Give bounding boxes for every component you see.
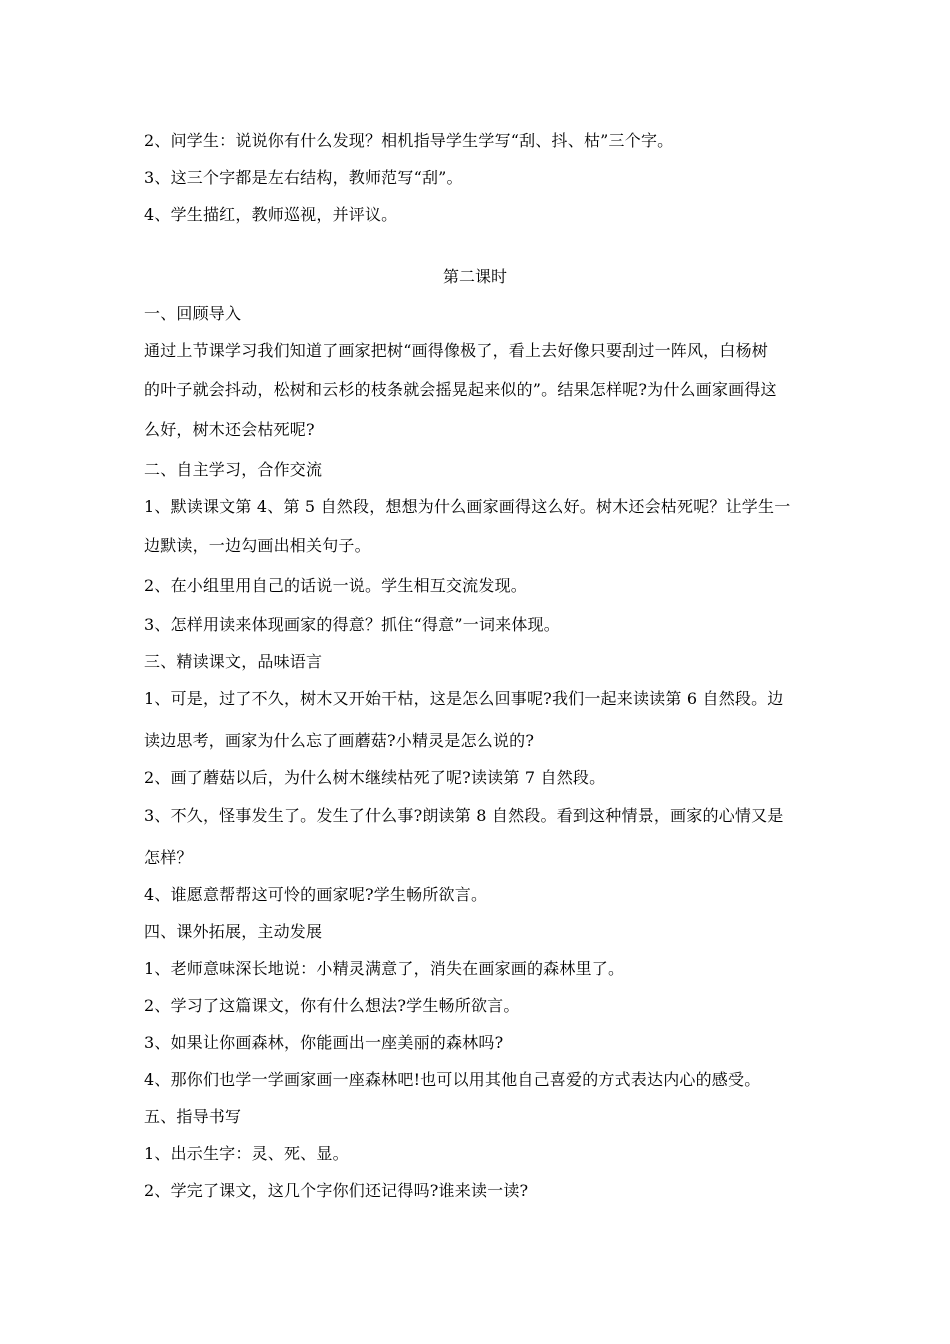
top-item-2: 2、问学生：说说你有什么发现？相机指导学生学写“刮、抖、枯”三个字。 <box>144 131 674 150</box>
section-heading-self-study: 二、自主学习，合作交流 <box>144 460 323 479</box>
self-study-line-4: 3、怎样用读来体现画家的得意？抓住“得意”一词来体现。 <box>144 615 560 634</box>
review-para-line-1: 通过上节课学习我们知道了画家把树“画得像极了，看上去好像只要刮过一阵风，白杨树 <box>144 341 768 360</box>
self-study-line-2: 边默读，一边勾画出相关句子。 <box>144 536 371 555</box>
section-heading-review: 一、回顾导入 <box>144 304 242 323</box>
section-heading-close-reading: 三、精读课文，品味语言 <box>144 652 323 671</box>
top-item-4: 4、学生描红，教师巡视，并评议。 <box>144 205 398 224</box>
extension-line-1: 1、老师意味深长地说：小精灵满意了，消失在画家画的森林里了。 <box>144 959 625 978</box>
close-reading-line-3: 2、画了蘑菇以后，为什么树木继续枯死了呢?读读第 7 自然段。 <box>144 768 606 787</box>
section-heading-extension: 四、课外拓展，主动发展 <box>144 922 323 941</box>
close-reading-line-6: 4、谁愿意帮帮这可怜的画家呢?学生畅所欲言。 <box>144 885 488 904</box>
close-reading-line-5: 怎样？ <box>144 848 193 867</box>
lesson-title: 第二课时 <box>442 267 507 286</box>
section-heading-writing: 五、指导书写 <box>144 1107 242 1126</box>
self-study-line-1: 1、默读课文第 4、第 5 自然段，想想为什么画家画得这么好。树木还会枯死呢？让学生一 <box>144 497 791 516</box>
writing-line-2: 2、学完了课文，这几个字你们还记得吗?谁来读一读? <box>144 1181 529 1200</box>
writing-line-1: 1、出示生字：灵、死、显。 <box>144 1144 349 1163</box>
top-item-3: 3、这三个字都是左右结构，教师范写“刮”。 <box>144 168 463 187</box>
review-para-line-2: 的叶子就会抖动，松树和云杉的枝条就会摇晃起来似的”。结果怎样呢?为什么画家画得这 <box>144 380 777 399</box>
extension-line-2: 2、学习了这篇课文，你有什么想法?学生畅所欲言。 <box>144 996 520 1015</box>
extension-line-4: 4、那你们也学一学画家画一座森林吧!也可以用其他自己喜爱的方式表达内心的感受。 <box>144 1070 761 1089</box>
self-study-line-3: 2、在小组里用自己的话说一说。学生相互交流发现。 <box>144 576 527 595</box>
close-reading-line-2: 读边思考，画家为什么忘了画蘑菇?小精灵是怎么说的? <box>144 731 535 750</box>
close-reading-line-1: 1、可是，过了不久，树木又开始干枯，这是怎么回事呢?我们一起来读读第 6 自然段。边 <box>144 689 784 708</box>
close-reading-line-4: 3、不久，怪事发生了。发生了什么事?朗读第 8 自然段。看到这种情景，画家的心情又是 <box>144 806 784 825</box>
review-para-line-3: 么好，树木还会枯死呢? <box>144 420 315 439</box>
extension-line-3: 3、如果让你画森林，你能画出一座美丽的森林吗? <box>144 1033 504 1052</box>
